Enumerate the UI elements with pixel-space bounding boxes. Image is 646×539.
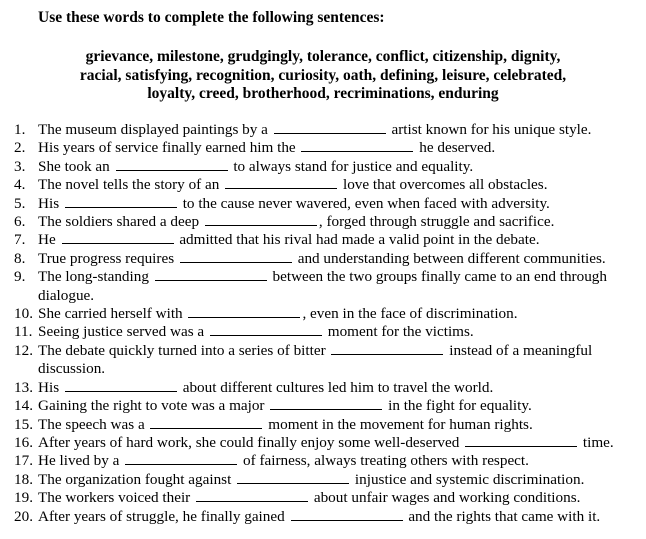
question-text-after: instead of a meaningful discussion.	[38, 341, 593, 378]
word-bank-line: racial, satisfying, recognition, curiosity, oath, defining, leisure, celebrated,	[79, 66, 567, 84]
question-text-after: love that overcomes all obstacles.	[342, 176, 548, 194]
question-number: 1.	[14, 121, 26, 138]
word-bank-line: loyalty, creed, brotherhood, recriminations, enduring	[147, 85, 499, 102]
answer-blank[interactable]	[188, 316, 300, 318]
question-item	[0, 231, 638, 249]
question-text-after: about unfair wages and working conditions.	[313, 489, 581, 507]
question-text-after: moment for the victims.	[327, 323, 474, 341]
question-item	[0, 416, 638, 434]
question-number: 19.	[14, 489, 33, 507]
answer-blank[interactable]	[205, 224, 317, 226]
question-item	[0, 305, 638, 323]
answer-blank[interactable]	[331, 353, 443, 355]
answer-blank[interactable]	[65, 206, 177, 208]
question-text-after: artist known for his unique style.	[391, 121, 592, 138]
question-number: 15.	[14, 415, 33, 433]
question-text-after: about different cultures led him to travel the world.	[182, 378, 494, 396]
question-text-after: between the two groups finally came to an end through dialogue.	[38, 268, 607, 304]
question-text-before: She carried herself with	[38, 305, 183, 323]
question-item	[0, 121, 638, 139]
question-text-after: time.	[582, 433, 614, 451]
question-item	[0, 139, 638, 157]
question-number: 7.	[14, 231, 26, 249]
question-item	[0, 250, 638, 268]
question-text-before: He	[38, 231, 56, 249]
answer-blank[interactable]	[210, 334, 322, 336]
question-number: 17.	[14, 452, 33, 470]
answer-blank[interactable]	[155, 279, 267, 281]
question-number: 5.	[14, 194, 26, 212]
question-item	[0, 213, 638, 231]
answer-blank[interactable]	[125, 463, 237, 465]
question-text-before: The long-standing	[38, 268, 149, 286]
answer-blank[interactable]	[225, 187, 337, 189]
question-text-before: Gaining the right to vote was a major	[38, 397, 265, 415]
question-text-before: After years of struggle, he finally gained	[38, 507, 285, 525]
answer-blank[interactable]	[270, 408, 382, 410]
question-item	[0, 176, 638, 194]
answer-blank[interactable]	[237, 482, 349, 484]
question-text-after: he deserved.	[419, 139, 496, 157]
answer-blank[interactable]	[291, 519, 403, 521]
question-item	[0, 379, 638, 397]
answer-blank[interactable]	[301, 150, 413, 152]
question-text-after: in the fight for equality.	[388, 397, 532, 415]
question-text-after: of fairness, always treating others with respect.	[243, 452, 529, 470]
question-text-before: The soldiers shared a deep	[38, 213, 200, 231]
question-number: 4.	[14, 176, 26, 194]
question-text-before: She took an	[38, 157, 110, 175]
answer-blank[interactable]	[116, 169, 228, 171]
question-text-before: The debate quickly turned into a series of bitter	[38, 341, 326, 359]
question-number: 3.	[14, 157, 26, 175]
question-item	[0, 508, 638, 526]
question-number: 9.	[14, 268, 26, 286]
question-text-before: True progress requires	[38, 249, 175, 267]
question-text-after: to always stand for justice and equality.	[233, 157, 474, 175]
question-number: 11.	[14, 323, 33, 341]
question-number: 14.	[14, 397, 33, 415]
question-text-after: and the rights that came with it.	[408, 507, 601, 525]
question-number: 8.	[14, 249, 26, 267]
question-text-before: The organization fought against	[38, 470, 232, 488]
question-item	[0, 452, 638, 470]
answer-blank[interactable]	[150, 427, 262, 429]
answer-blank[interactable]	[274, 132, 386, 134]
answer-blank[interactable]	[62, 242, 174, 244]
word-bank-line: grievance, milestone, grudgingly, tolerance, conflict, citizenship, dignity,	[85, 48, 561, 65]
question-item	[0, 195, 638, 213]
question-number: 10.	[14, 305, 33, 323]
question-text-after: to the cause never wavered, even when faced with adversity.	[182, 194, 550, 212]
question-text-after: admitted that his rival had made a valid point in the debate.	[179, 231, 540, 249]
question-number: 20.	[14, 507, 33, 525]
question-item	[0, 434, 638, 452]
question-number: 2.	[14, 139, 26, 157]
question-text-after: and understanding between different communities.	[297, 249, 606, 267]
question-text-before: After years of hard work, she could finally enjoy some well-deserved	[38, 433, 460, 451]
question-text-before: The speech was a	[38, 415, 145, 433]
question-item	[0, 323, 638, 341]
question-text-before: The museum displayed paintings by a	[38, 121, 268, 138]
answer-blank[interactable]	[180, 261, 292, 263]
question-text-before: The novel tells the story of an	[38, 176, 220, 194]
question-text-before: Seeing justice served was a	[38, 323, 205, 341]
question-number: 12.	[14, 341, 33, 359]
question-item	[0, 268, 638, 305]
question-text-before: He lived by a	[38, 452, 120, 470]
answer-blank[interactable]	[465, 445, 577, 447]
question-text-after: , even in the face of discrimination.	[302, 305, 518, 323]
question-number: 18.	[14, 470, 33, 488]
question-text-after: moment in the movement for human rights.	[268, 415, 533, 433]
question-text-before: His	[38, 378, 60, 396]
question-text-before: The workers voiced their	[38, 489, 191, 507]
question-number: 16.	[14, 433, 33, 451]
question-item	[0, 158, 638, 176]
question-list	[0, 121, 646, 526]
question-item	[0, 489, 638, 507]
question-text-before: His	[38, 194, 60, 212]
word-bank	[0, 48, 646, 104]
answer-blank[interactable]	[196, 500, 308, 502]
question-item	[0, 342, 638, 379]
question-text-after: , forged through struggle and sacrifice.	[318, 213, 555, 231]
answer-blank[interactable]	[65, 390, 177, 392]
instruction-heading: Use these words to complete the following sentences:	[38, 9, 385, 26]
question-item	[0, 397, 638, 415]
question-item	[0, 471, 638, 489]
question-number: 13.	[14, 378, 33, 396]
question-number: 6.	[14, 213, 26, 231]
question-text-before: His years of service finally earned him the	[38, 139, 296, 157]
question-text-after: injustice and systemic discrimination.	[354, 470, 585, 488]
